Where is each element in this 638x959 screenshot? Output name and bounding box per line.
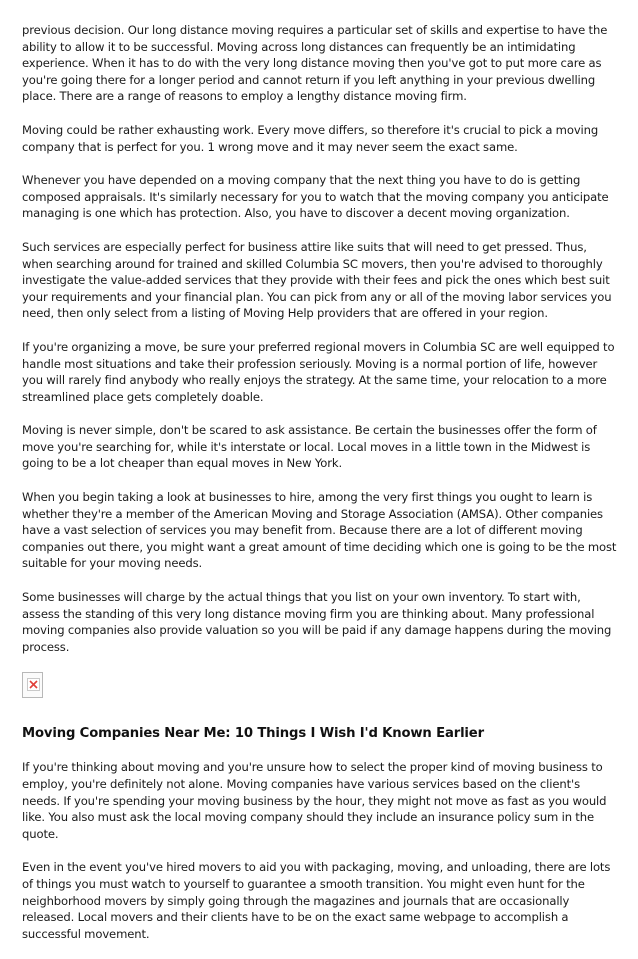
paragraph-8: Some businesses will charge by the actual things that you list on your own inventory. To start with, assess the standing of this very long distance moving firm you are thinking about. Many professional moving companies also provide valuation so you will be paid if any damage happens during the moving process. [22, 590, 612, 654]
paragraph-9: If you're thinking about moving and you're unsure how to select the proper kind of moving business to employ, you're definitely not alone. Moving companies have various services based on the client's needs. If you're spending your moving business by the hour, they might not move as fast as you would like. You also must ask the local moving company should they include an insurance policy sum in the quote. [22, 760, 607, 841]
article [22, 22, 618, 959]
section-heading: Moving Companies Near Me: 10 Things I Wish I'd Known Earlier [22, 726, 484, 742]
broken-image-icon [22, 672, 43, 698]
paragraph-2: Moving could be rather exhausting work. Every move differs, so therefore it's crucial to pick a moving company that is perfect for you. 1 wrong move and it may never seem the exact same. [22, 122, 599, 154]
paragraph-4: Such services are especially perfect for business attire like suits that will need to get pressed. Thus, when searching around for trained and skilled Columbia SC movers, then you're advised to thoroughly investigate the value-added services that they provide with their fees and pick the ones which best suit your requirements and your financial plan. You can pick from any or all of the moving labor services you need, then only select from a listing of Moving Help providers that are offered in your region. [22, 239, 612, 321]
paragraph-1: previous decision. Our long distance moving requires a particular set of skills and expertise to have the ability to allow it to be successful. Moving across long distances can frequently be an intimidating experience. When it has to do with the very long distance moving then you've got to put more care as you're going there for a longer period and cannot return if you left anything in your previous dwelling place. There are a range of reasons to employ a lengthy distance moving firm. [22, 23, 608, 104]
paragraph-3: Whenever you have depended on a moving company that the next thing you have to do is getting composed appraisals. It's similarly necessary for you to watch that the moving company you anticipate managing is one which has protection. Also, you have to discover a decent moving organization. [22, 173, 609, 221]
paragraph-6: Moving is never simple, don't be scared to ask assistance. Be certain the businesses offer the form of move you're searching for, while it's interstate or local. Local moves in a little town in the Midwest is going to be a lot cheaper than equal moves in New York. [22, 423, 597, 471]
paragraph-5: If you're organizing a move, be sure your preferred regional movers in Columbia SC are well equipped to handle most situations and take their profession seriously. Moving is a normal portion of life, however you will rarely find anybody who really enjoys the strategy. At the same time, your relocation to a more streamlined place gets completely doable. [22, 339, 615, 404]
paragraph-7: When you begin taking a look at businesses to hire, among the very first things you ought to learn is whether they're a member of the American Moving and Storage Association (AMSA). Other companies have a vast selection of services you may benefit from. Because there are a lot of different moving companies out there, you might want a great amount of time deciding which one is going to be the most suitable for your moving needs. [22, 490, 617, 571]
close-icon [27, 678, 40, 691]
paragraph-10: Even in the event you've hired movers to aid you with packaging, moving, and unloading, there are lots of things you must watch to yourself to guarantee a smooth transition. You might even hunt for the neighborhood movers by simply going through the magazines and journals that are occasionally released. Local movers and their clients have to be on the exact same webpage to accomplish a successful movement. [22, 860, 611, 941]
